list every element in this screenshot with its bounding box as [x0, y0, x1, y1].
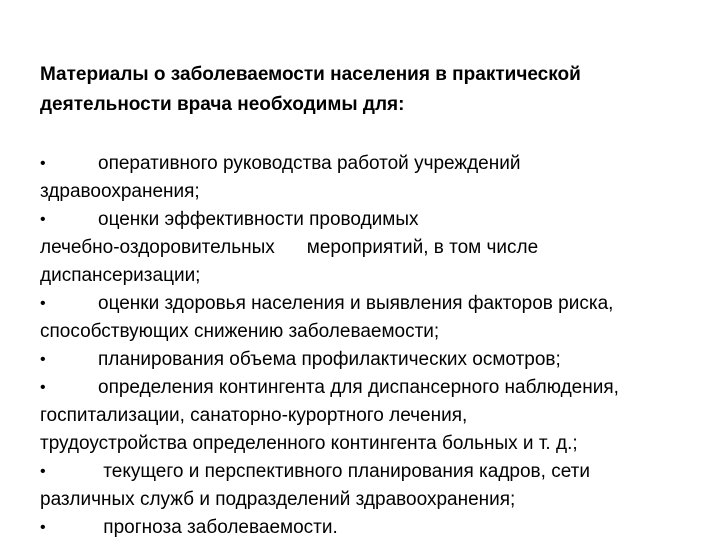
item-text: способствующих снижению заболеваемости;	[40, 321, 440, 342]
item-text: трудоустройства определенного контингента больных и т. д.;	[40, 433, 578, 454]
slide-heading	[40, 60, 700, 120]
list-item	[40, 346, 700, 374]
item-text: текущего и перспективного планирования кадров, сети	[103, 461, 590, 482]
item-text: лечебно-оздоровительных	[40, 237, 275, 258]
list-item	[40, 514, 700, 542]
item-text: оперативного руководства работой учреждений	[98, 153, 521, 174]
slide-content	[40, 60, 700, 542]
item-text: оценки эффективности проводимых	[98, 209, 419, 230]
list-item	[40, 458, 700, 514]
bullet-list	[40, 150, 700, 542]
item-text: здравоохранения;	[40, 181, 200, 202]
bullet-icon: •	[40, 379, 46, 396]
list-item	[40, 150, 700, 206]
heading-line-1: Материалы о заболеваемости населения в практической	[40, 64, 581, 85]
item-text: планирования объема профилактических осмотров;	[98, 349, 561, 370]
item-text: мероприятий, в том числе	[306, 237, 539, 258]
item-text: диспансеризации;	[40, 265, 201, 286]
list-item	[40, 374, 700, 458]
bullet-icon: •	[40, 211, 46, 228]
item-text: госпитализации, санаторно-курортного лечения,	[40, 405, 468, 426]
bullet-icon: •	[40, 519, 46, 536]
bullet-icon: •	[40, 463, 46, 480]
list-item	[40, 290, 700, 346]
item-text: прогноза заболеваемости.	[103, 517, 338, 538]
bullet-icon: •	[40, 155, 46, 172]
heading-line-2: деятельности врача необходимы для:	[40, 94, 405, 115]
item-text: определения контингента для диспансерного наблюдения,	[98, 377, 619, 398]
item-text: оценки здоровья населения и выявления факторов риска,	[98, 293, 614, 314]
bullet-icon: •	[40, 295, 46, 312]
bullet-icon: •	[40, 351, 46, 368]
list-item	[40, 206, 700, 290]
item-text: различных служб и подразделений здравоохранения;	[40, 489, 516, 510]
